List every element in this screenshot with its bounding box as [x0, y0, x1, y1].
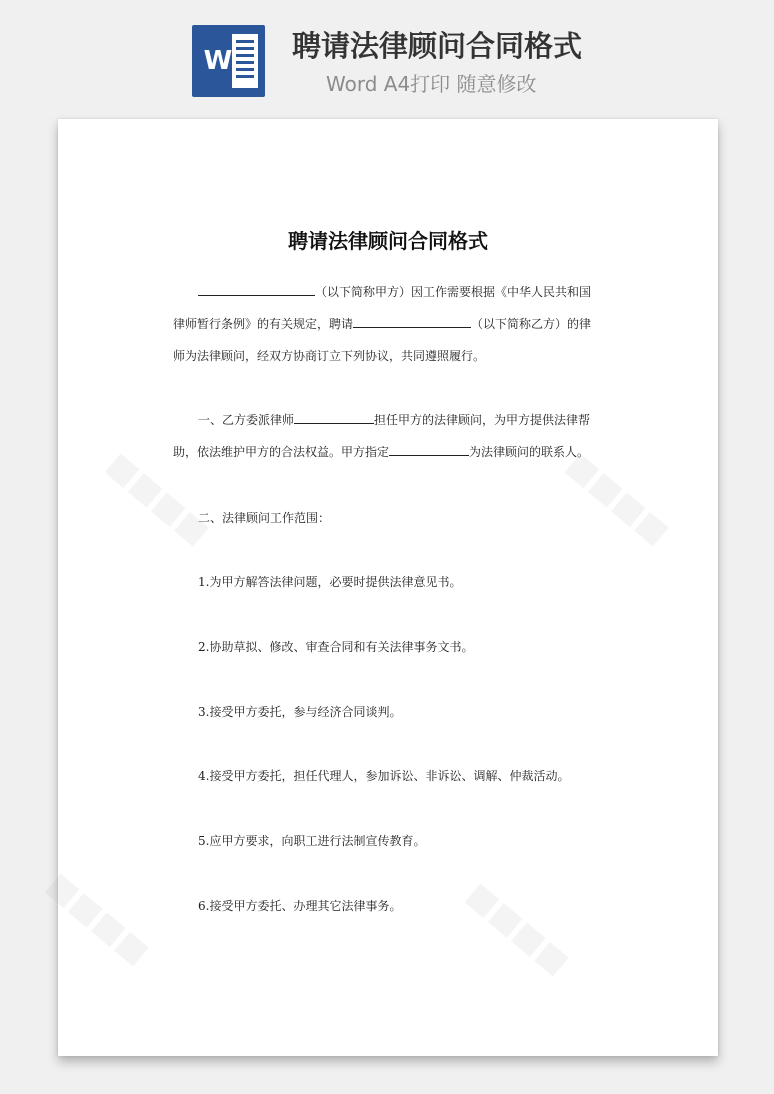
clause-1-line-1: 一、乙方委派律师 担任甲方的法律顾问，为甲方提供法律帮 [173, 404, 613, 436]
banner [0, 0, 774, 112]
intro-line-3: 师为法律顾问，经双方协商订立下列协议，共同遵照履行。 [173, 349, 486, 363]
clause-2-heading: 二、法律顾问工作范围： [198, 511, 331, 525]
intro-line-2: 律师暂行条例》的有关规定，聘请 （以下简称乙方）的律 [173, 308, 613, 340]
clause-1-line-2: 助，依法维护甲方的合法权益。甲方指定 为法律顾问的联系人。 [173, 436, 613, 468]
watermark: ■■■■ [559, 444, 678, 552]
contact-person-blank[interactable] [389, 442, 469, 456]
document-title: 聘请法律顾问合同格式 [288, 229, 488, 253]
lawyer-name-blank[interactable] [294, 410, 374, 424]
scope-item: 4.接受甲方委托，担任代理人，参加诉讼、非诉讼、调解、仲裁活动。 [198, 769, 570, 783]
scope-item: 2.协助草拟、修改、审查合同和有关法律事务文书。 [198, 640, 474, 654]
document-page [39, 119, 718, 1056]
word-letter: W [203, 46, 233, 76]
party-a-blank[interactable] [198, 282, 315, 296]
watermark: ■■■■ [459, 874, 578, 982]
scope-item: 1.为甲方解答法律问题，必要时提供法律意见书。 [198, 575, 462, 589]
scope-item: 5.应甲方要求，向职工进行法制宣传教育。 [198, 834, 426, 848]
banner-title: 聘请法律顾问合同格式 [292, 29, 583, 63]
document-lines-icon [232, 34, 258, 88]
party-b-blank[interactable] [353, 314, 471, 328]
scope-item: 6.接受甲方委托、办理其它法律事务。 [198, 899, 402, 913]
watermark: ■■■■ [39, 864, 158, 972]
banner-subtitle: Word A4打印 随意修改 [326, 72, 537, 96]
watermark: ■■■■ [99, 444, 218, 552]
intro-line-1: （以下简称甲方）因工作需要根据《中华人民共和国 [173, 276, 613, 308]
scope-item: 3.接受甲方委托，参与经济合同谈判。 [198, 705, 402, 719]
word-icon [192, 25, 265, 97]
